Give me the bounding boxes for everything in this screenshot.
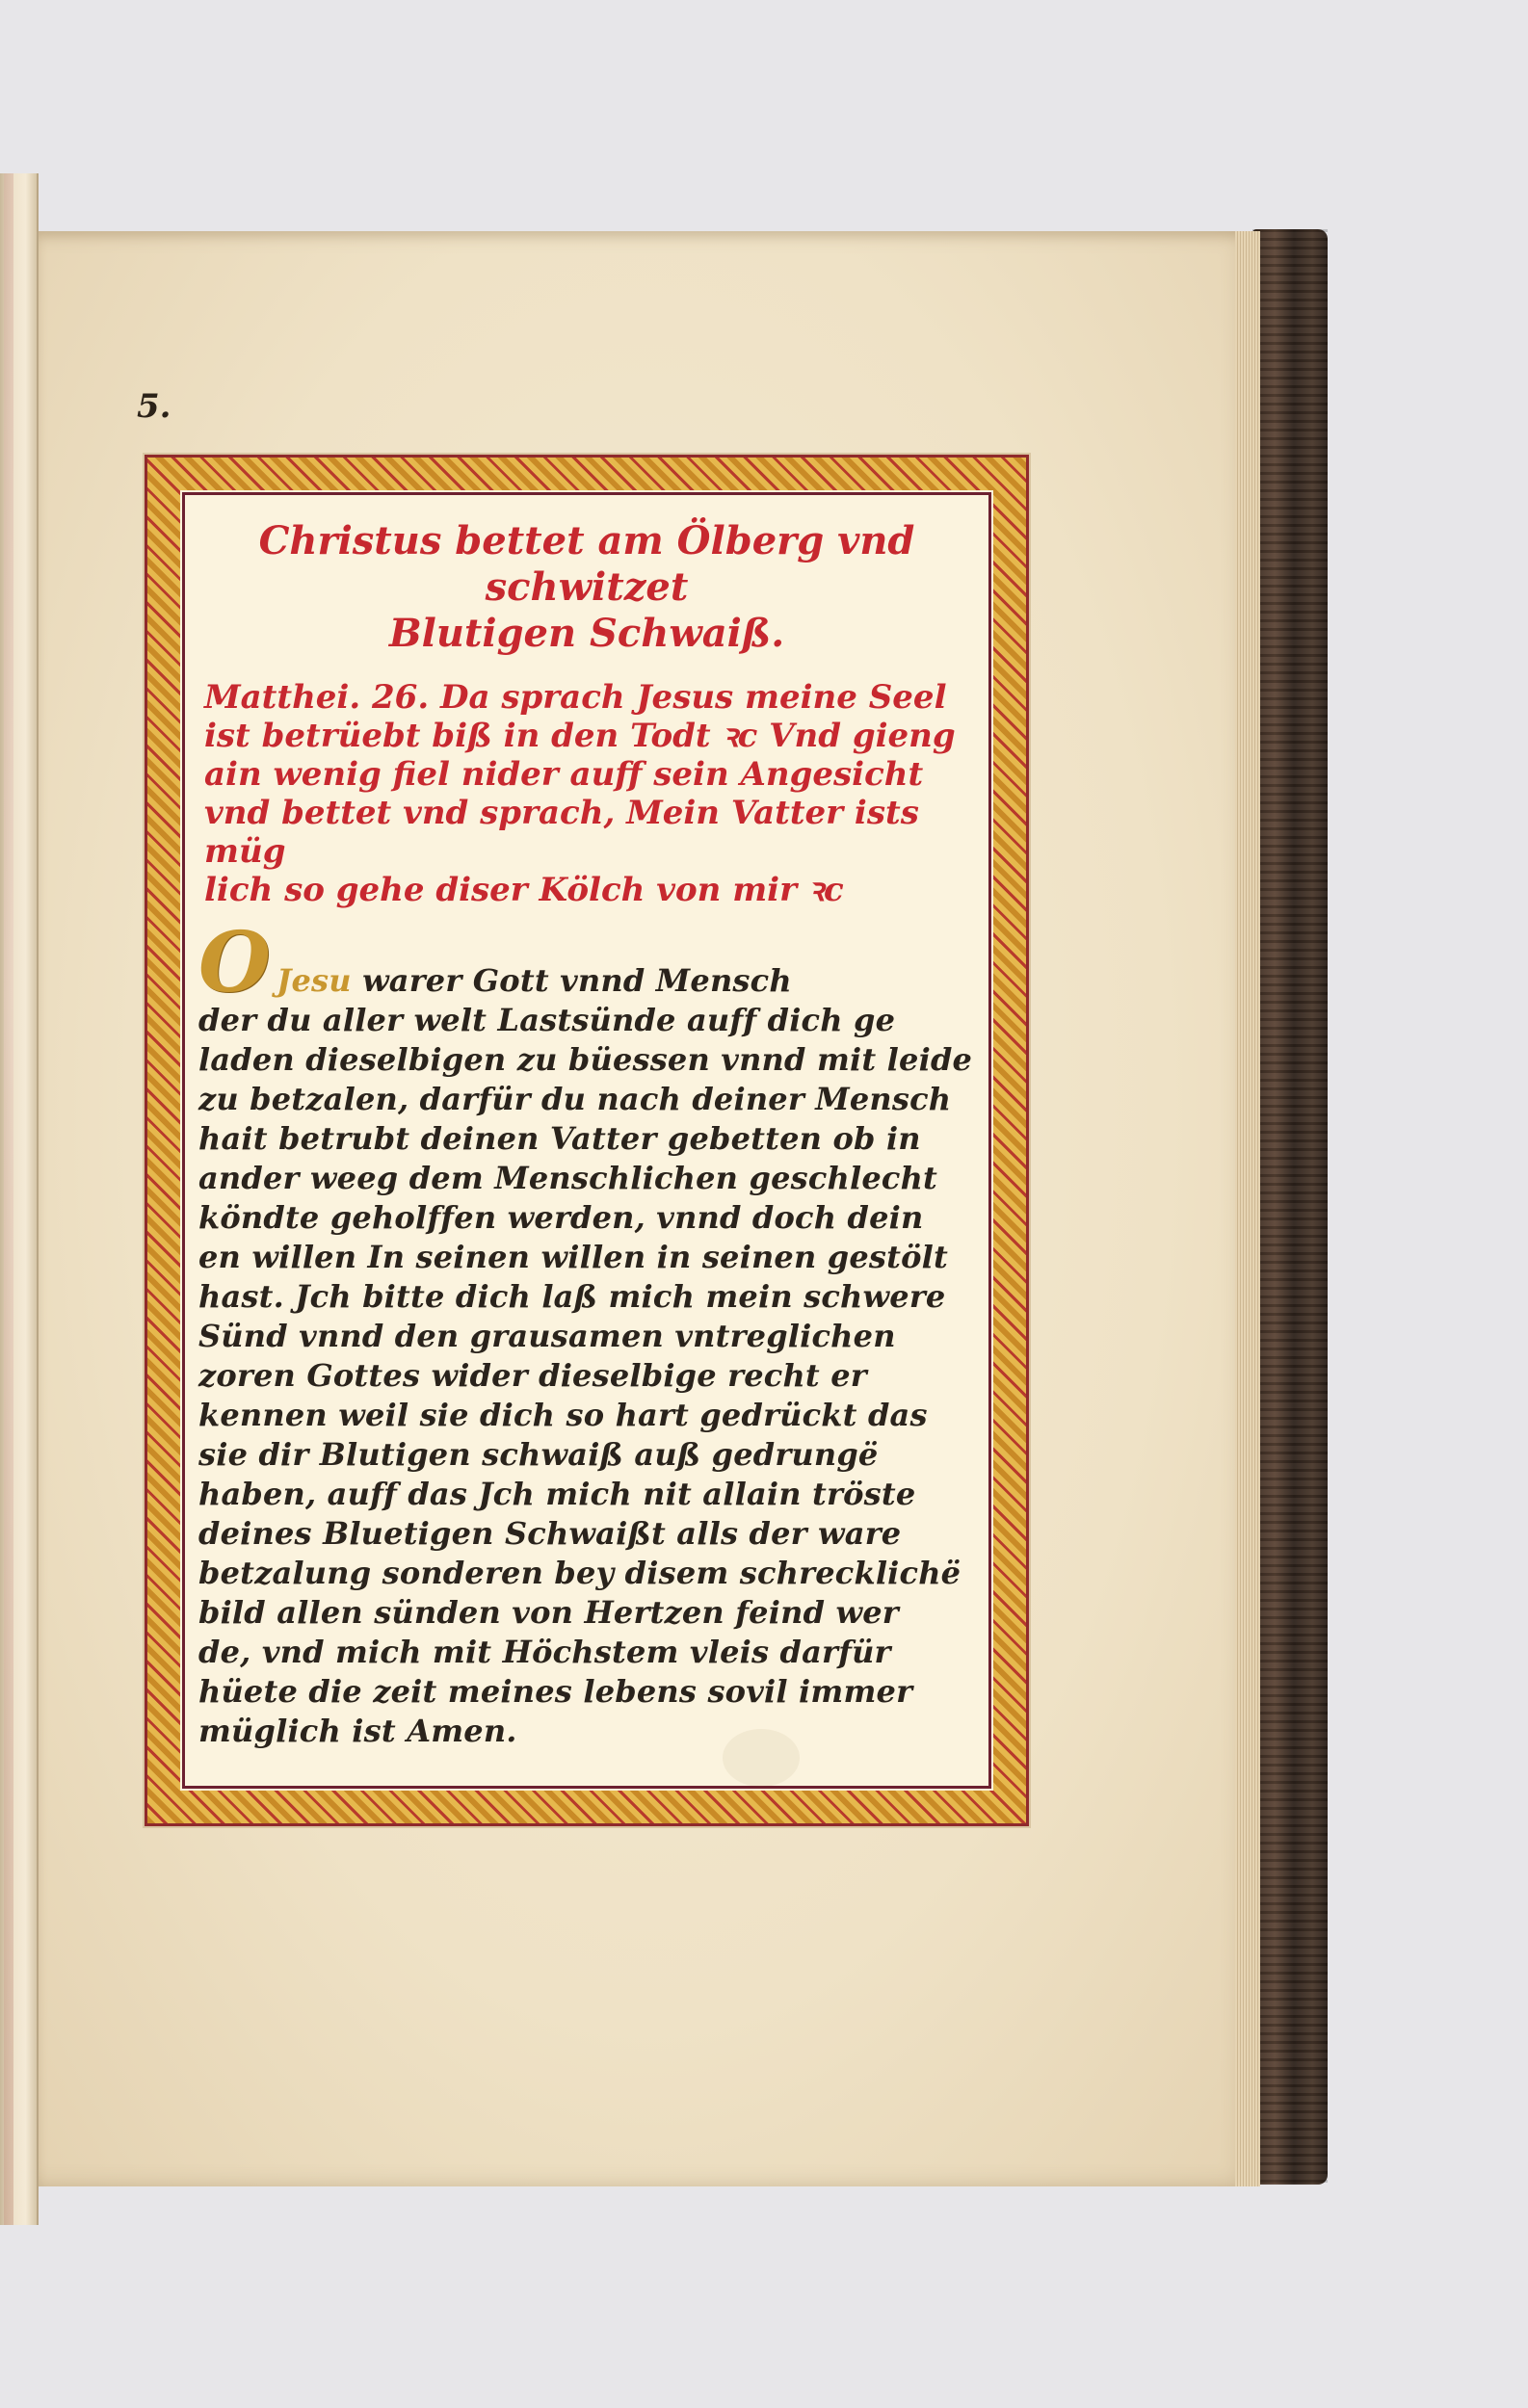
gospel-line: vnd bettet vnd sprach, Mein Vatter ists müg [204, 794, 919, 871]
prayer-line: der du aller welt Lastsünde auff dich ge [198, 1002, 896, 1038]
gold-initial-word: Jesu [277, 962, 352, 999]
prayer-line: köndte geholffen werden, vnnd doch dein [198, 1199, 924, 1236]
prayer-line: Sünd vnnd den grausamen vntreglichen [198, 1318, 896, 1354]
prayer-line: hast. Jch bitte dich laß mich mein schwere [198, 1278, 946, 1315]
gospel-line: lich so gehe diser Kölch von mir ꝛc [204, 871, 844, 909]
prayer-line: haben, auff das Jch mich nit allain tröste [198, 1476, 916, 1512]
facing-page-edge [0, 173, 39, 2225]
prayer-line: betzalung sonderen bey disem schrecklichë [198, 1555, 962, 1591]
gold-initial-letter: O [198, 914, 272, 1011]
gospel-line: ist betrüebt biß in den Todt ꝛc Vnd gieng [204, 717, 956, 755]
manuscript-page [39, 231, 1260, 2186]
prayer-first-line [198, 914, 975, 1011]
prayer-line: en willen In seinen willen in seinen gestölt [198, 1239, 949, 1275]
gospel-line: ain wenig fiel nider auff sein Angesicht [204, 755, 924, 794]
gospel-line: Matthei. 26. Da sprach Jesus meine Seel [204, 678, 947, 717]
gospel-passage [198, 678, 975, 909]
prayer-line: hait betrubt deinen Vatter gebetten ob in [198, 1120, 921, 1157]
leather-binding [1252, 229, 1328, 2185]
prayer-line: müglich ist Amen. [198, 1713, 517, 1749]
prayer-first-line-text: warer Gott vnnd Mensch [362, 962, 792, 999]
prayer-line: bild allen sünden von Hertzen feind wer [198, 1594, 899, 1631]
prayer-text [198, 914, 975, 1751]
prayer-line: ander weeg dem Menschlichen geschlecht [198, 1160, 938, 1196]
prayer-line: laden dieselbigen zu büessen vnnd mit leide [198, 1041, 973, 1078]
prayer-line: zu betzalen, darfür du nach deiner Mensch [198, 1081, 952, 1117]
prayer-line: hüete die zeit meines lebens sovil immer [198, 1673, 913, 1710]
illuminated-border [145, 455, 1029, 1826]
page-stain [723, 1729, 800, 1787]
folio-number: 5. [137, 387, 171, 426]
text-panel [182, 492, 991, 1789]
page-edges [1235, 231, 1260, 2186]
heading-line-2: Blutigen Schwaiß. [388, 611, 785, 656]
prayer-line: sie dir Blutigen schwaiß auß gedrungë [198, 1436, 879, 1473]
prayer-line: de, vnd mich mit Höchstem vleis darfür [198, 1634, 891, 1670]
heading-line-1: Christus bettet am Ölberg vnd schwitzet [258, 518, 915, 610]
prayer-line: deines Bluetigen Schwaißt alls der ware [198, 1515, 902, 1552]
text-block [198, 509, 975, 1772]
prayer-line: zoren Gottes wider dieselbige recht er [198, 1357, 867, 1394]
prayer-line: kennen weil sie dich so hart gedrückt das [198, 1397, 928, 1433]
